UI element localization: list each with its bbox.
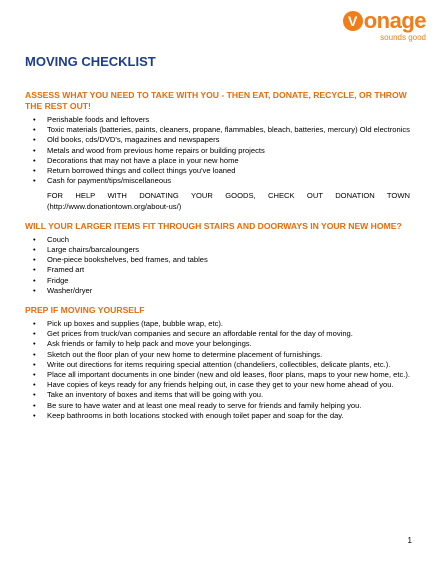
list-item: • Cash for payment/tips/miscellaneous <box>25 176 410 186</box>
list-item: • Place all important documents in one binder (new and old leases, floor plans, maps to your new home, etc.). <box>25 370 410 380</box>
section-heading: ASSESS WHAT YOU NEED TO TAKE WITH YOU - THEN EAT, DONATE, RECYCLE, OR THROW THE REST OUT! <box>25 90 407 111</box>
list-item: • Fridge <box>25 276 410 286</box>
logo-wordmark: onage <box>363 8 426 33</box>
list-item: • Old books, cds/DVD's, magazines and newspapers <box>25 135 410 145</box>
list-item: • Sketch out the floor plan of your new home to determine placement of furnishings. <box>25 350 410 360</box>
list-item: • Keep bathrooms in both locations stocked with enough toilet paper and soap for the day. <box>25 411 410 421</box>
list-item: • Write out directions for items requiring special attention (chandeliers, collectibles, delicate plants, etc.). <box>25 360 410 370</box>
list-item: • Metals and wood from previous home repairs or building projects <box>25 146 410 156</box>
bullet-list <box>25 235 410 296</box>
logo-row <box>294 10 426 32</box>
logo-v-mark: V <box>343 11 363 31</box>
page-title: MOVING CHECKLIST <box>25 54 156 69</box>
list-item: • Get prices from truck/van companies and secure an affordable rental for the day of moving. <box>25 329 410 339</box>
list-item: • Washer/dryer <box>25 286 410 296</box>
list-item: • Ask friends or family to help pack and move your belongings. <box>25 339 410 349</box>
donation-note: FOR HELP WITH DONATING YOUR GOODS, CHECK OUT DONATION TOWN (http://www.donationtown.org/about-us/) <box>47 191 410 211</box>
list-item: • Have copies of keys ready for any friends helping out, in case they get to your new home ahead of you. <box>25 380 410 390</box>
section-heading: PREP IF MOVING YOURSELF <box>25 305 145 316</box>
bullet-list <box>25 115 410 186</box>
list-item: • Decorations that may not have a place in your new home <box>25 156 410 166</box>
list-item: • Return borrowed things and collect things you've loaned <box>25 166 410 176</box>
list-item: • Couch <box>25 235 410 245</box>
logo-tagline: sounds good <box>380 33 426 42</box>
list-item: • Large chairs/barcaloungers <box>25 245 410 255</box>
list-item: • Perishable foods and leftovers <box>25 115 410 125</box>
list-item: • Framed art <box>25 265 410 275</box>
list-item: • Pick up boxes and supplies (tape, bubble wrap, etc). <box>25 319 410 329</box>
section-heading: WILL YOUR LARGER ITEMS FIT THROUGH STAIRS AND DOORWAYS IN YOUR NEW HOME? <box>25 220 402 231</box>
section-assess <box>25 90 410 212</box>
section-prep <box>25 305 410 421</box>
page-number: 1 <box>407 536 412 545</box>
bullet-list <box>25 319 410 421</box>
list-item: • One-piece bookshelves, bed frames, and tables <box>25 255 410 265</box>
list-item: • Toxic materials (batteries, paints, cleaners, propane, flammables, bleach, batteries, mercury) Old electronics <box>25 125 410 135</box>
list-item: • Be sure to have water and at least one meal ready to serve for friends and family helping you. <box>25 401 410 411</box>
vonage-logo <box>294 10 426 50</box>
checklist-content <box>25 90 410 430</box>
list-item: • Take an inventory of boxes and items that will be going with you. <box>25 390 410 400</box>
section-larger-items <box>25 221 410 296</box>
